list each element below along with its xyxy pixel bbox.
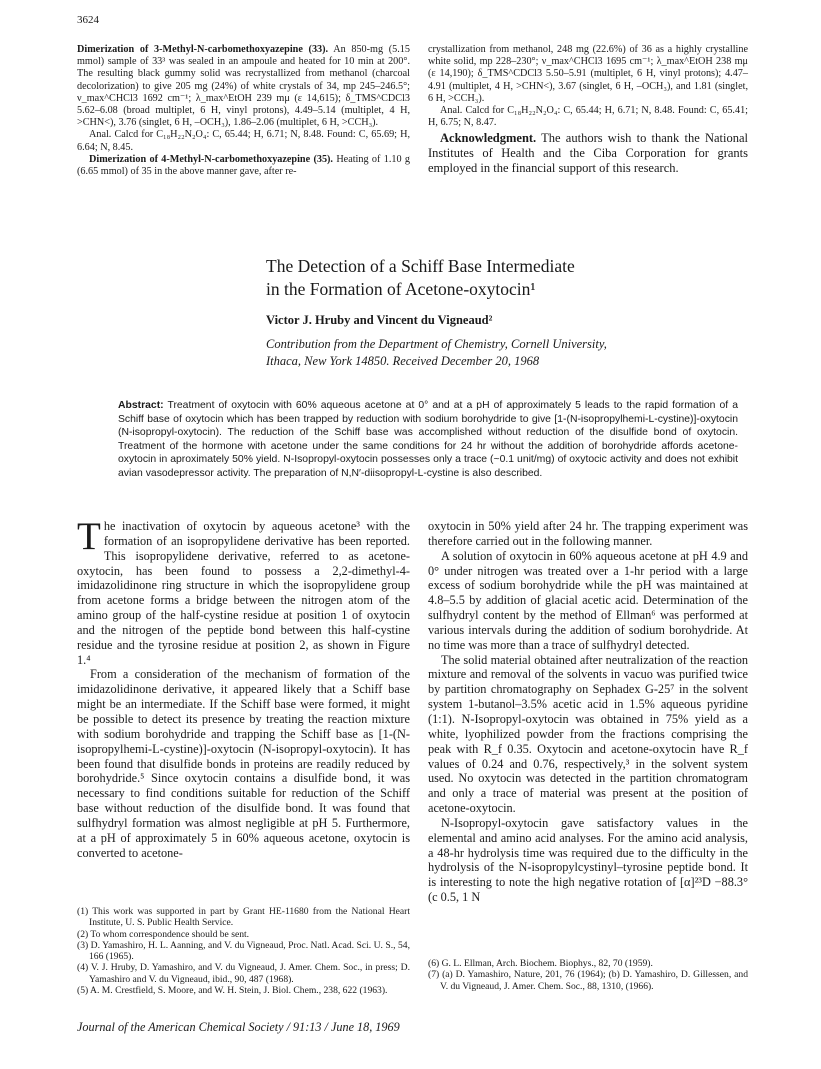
article-title <box>266 255 746 301</box>
body-column-right <box>428 519 748 905</box>
page-number: 3624 <box>77 14 99 26</box>
footnote: (3) D. Yamashiro, H. L. Aanning, and V. du Vigneaud, Proc. Natl. Acad. Sci. U. S., 54, 166 (1965). <box>77 939 410 963</box>
abstract-text: Treatment of oxytocin with 60% aqueous acetone at 0° and at a pH of approximately 5 leads to the rapid formation of a Schiff base of oxytocin which has been trapped by reduction with sodium borohydride to give [1-(N-isopropylhemi-L-cystine)]-oxytocin (N-isopropyl-oxytocin). The reduction of the Schiff base was accomplished without reduction of the disulfide bond of oxytocin. Treatment of the hormone with acetone under the same conditions for 24 hr without the addition of borohydride affords acetone-oxytocin in aproximately 50% yield. N-Isopropyl-oxytocin possesses only a trace (~0.1 unit/mg) of oxytocic activity and does not exhibit avian vasodepressor activity. The preparation of N,N′-diisopropyl-L-cystine is also described. <box>118 400 738 479</box>
previous-article-experimental-left <box>77 44 410 178</box>
article-header <box>266 255 746 370</box>
paragraph-text: crystallization from methanol, 248 mg (22.6%) of 36 as a highly crystalline white solid, mp 228–230°; ν_max^CHCl3 1695 cm⁻¹; λ_max^EtOH 238 mμ (ε 14,190); δ_TMS^CDCl3 5.50–5.91 (multiplet, 6 H, vinyl protons); 4.47–4.91 (multiplet, 4 H, >CHN<), 3.67 (singlet, 6 H, –OCH₃), and 1.81 (singlet, 6 H, >CCH₃). <box>428 44 748 104</box>
body-paragraph: A solution of oxytocin in 60% aqueous acetone at pH 4.9 and 0° under nitrogen was treated over a 1-hr period with a large excess of sodium borohydride while the pH was maintained at 4.8–5.5 by addition of glacial acetic acid. Determination of the sulfhydryl content by the method of Ellman⁶ was performed at various intervals during the addition of sodium borohydride. At no time was more than a trace of sulfhydryl detected. <box>428 548 748 652</box>
body-paragraph: N-Isopropyl-oxytocin gave satisfactory values in the elemental and amino acid analyses. For the amino acid analysis, a 48-hr hydrolysis time was required due to the difficulty in the hydrolysis of the N-isopropylcystinyl–tyrosine peptide bond. It is interesting to note the high negative rotation of [α]²³D −88.3° (c 0.5, 1 N <box>428 815 748 905</box>
experimental-paragraph <box>77 154 410 178</box>
affiliation-line-2: Ithaca, New York 14850. Received December 20, 1968 <box>266 354 540 368</box>
paragraph-text: Heating of 1.10 g (6.65 mmol) of 35 in the above manner gave, after re- <box>77 153 410 178</box>
article-title-line-1: The Detection of a Schiff Base Intermediate <box>266 256 575 276</box>
acknowledgment-text: The authors wish to thank the National Institutes of Health and the Ciba Corporation for grants employed in the financial support of this research. <box>428 131 749 176</box>
body-column-left <box>77 515 410 860</box>
acknowledgment <box>428 131 748 176</box>
footnotes-right <box>428 958 748 992</box>
body-paragraph: oxytocin in 50% yield after 24 hr. The trapping experiment was therefore carried out in the following manner. <box>428 519 748 548</box>
paragraph-lead: Dimerization of 4-Methyl-N-carbomethoxyazepine (35). <box>89 153 333 165</box>
drop-cap: T <box>77 515 101 558</box>
footnote: (1) This work was supported in part by Grant HE-11680 from the National Heart Institute, U. S. Public Health Service. <box>77 906 410 929</box>
experimental-paragraph <box>77 44 410 129</box>
abstract <box>118 399 738 481</box>
acknowledgment-lead: Acknowledgment. <box>440 131 537 146</box>
abstract-label: Abstract: <box>118 400 164 411</box>
paragraph-text: Anal. Calcd for C₁₈H₂₂N₂O₄: C, 65.44; H, 6.71; N, 8.48. Found: C, 65.41; H, 6.75; N, 8.47. <box>428 105 748 129</box>
experimental-paragraph <box>428 44 748 105</box>
paragraph-text: An 850-mg (5.15 mmol) sample of 33³ was sealed in an ampoule and heated for 10 min at 200°. The resulting black gummy solid was recrystallized from methanol (charcoal decolorization) to give 205 mg (24%) of white crystals of 34, mp 245–246.5°; ν_max^CHCl3 1692 cm⁻¹; λ_max^EtOH 239 mμ (ε 14,615); δ_TMS^CDCl3 5.62–6.08 (broad multiplet, 6 H, vinyl protons), 4.49–5.14 (multiplet, 4 H, >CHN<), 3.76 (singlet, 6 H, –OCH₃), 1.86–2.06 (multiplet, 6 H, >CCH₃). <box>77 44 410 129</box>
article-authors: Victor J. Hruby and Vincent du Vigneaud² <box>266 313 493 327</box>
experimental-paragraph <box>77 129 410 153</box>
footnote: (6) G. L. Ellman, Arch. Biochem. Biophys., 82, 70 (1959). <box>428 958 653 969</box>
paragraph-text: Anal. Calcd for C₁₈H₂₂N₂O₄: C, 65.44; H, 6.71; N, 8.48. Found: C, 65.69; H, 6.64; N, 8.45. <box>77 129 410 153</box>
body-paragraph: The solid material obtained after neutralization of the reaction mixture and removal of the solvents in vacuo was purified twice by partition chromatography on Sephadex G-25⁷ in the solvent system 1-butanol–3.5% acetic acid in 1.5% aqueous pyridine (1:1). N-Isopropyl-oxytocin was obtained in 75% yield as a white, lyophilized powder from the fractions comprising the peak with R_f 0.35. Oxytocin and acetone-oxytocin have R_f values of 0.24 and 0.76, respectively,³ in the solvent system used. No oxytocin was detected in the partition chromatogram and only a trace of material was present at the position of acetone-oxytocin. <box>428 652 748 816</box>
paragraph-lead: Dimerization of 3-Methyl-N-carbomethoxyazepine (33). <box>77 44 329 55</box>
footnote: (2) To whom correspondence should be sent. <box>77 928 250 940</box>
footnotes-left <box>77 906 410 996</box>
body-paragraph: From a consideration of the mechanism of formation of the imidazolidinone derivative, it appeared likely that a Schiff base might be an intermediate. If the Schiff base were formed, it might be possible to detect its presence by treating the reaction mixture with sodium borohydride and trapping the Schiff base as [1-(N-isopropylhemi-L-cystine)]-oxytocin (N-isopropyl-oxytocin). It has been found that disulfide bonds in proteins are readily reduced by borohydride.⁵ Since oxytocin contains a disulfide bond, it was necessary to find conditions suitable for reduction of the Schiff base without reduction of the disulfide bond. It was found that sulfhydryl formation was almost negligible at pH 5. Furthermore, at a pH of approximately 5 in 60% aqueous acetone, oxytocin is converted to acetone- <box>77 667 410 860</box>
article-affiliation <box>266 336 746 370</box>
body-paragraph-text: he inactivation of oxytocin by aqueous acetone³ with the formation of an isopropylidene derivative has been reported. This isopropylidene derivative, referred to as acetone-oxytocin, has been found to possess a 2,2-dimethyl-4-imidazolidinone ring structure in which the isopropylidene group from acetone forms a bridge between the nitrogen atom of the amino group of the half-cystine residue at position 1 of oxytocin and the nitrogen of the peptide bond between this half-cystine residue and the tyrosine residue at position 2, as shown in Figure 1.⁴ <box>77 519 410 667</box>
journal-footer: Journal of the American Chemical Society / 91:13 / June 18, 1969 <box>77 1020 400 1034</box>
footnote: (7) (a) D. Yamashiro, Nature, 201, 76 (1964); (b) D. Yamashiro, D. Gillessen, and V. du Vigneaud, J. Amer. Chem. Soc., 88, 1310, (1966). <box>428 969 748 992</box>
previous-article-experimental-right <box>428 44 748 176</box>
footnote: (4) V. J. Hruby, D. Yamashiro, and V. du Vigneaud, J. Amer. Chem. Soc., in press; D. Yamashiro and V. du Vigneaud, ibid., 90, 487 (1968). <box>77 962 410 985</box>
experimental-paragraph <box>428 105 748 129</box>
affiliation-line-1: Contribution from the Department of Chemistry, Cornell University, <box>266 337 607 351</box>
article-title-line-2: in the Formation of Acetone-oxytocin¹ <box>266 279 536 299</box>
footnote: (5) A. M. Crestfield, S. Moore, and W. H. Stein, J. Biol. Chem., 238, 622 (1963). <box>77 985 388 997</box>
body-paragraph <box>77 515 410 667</box>
